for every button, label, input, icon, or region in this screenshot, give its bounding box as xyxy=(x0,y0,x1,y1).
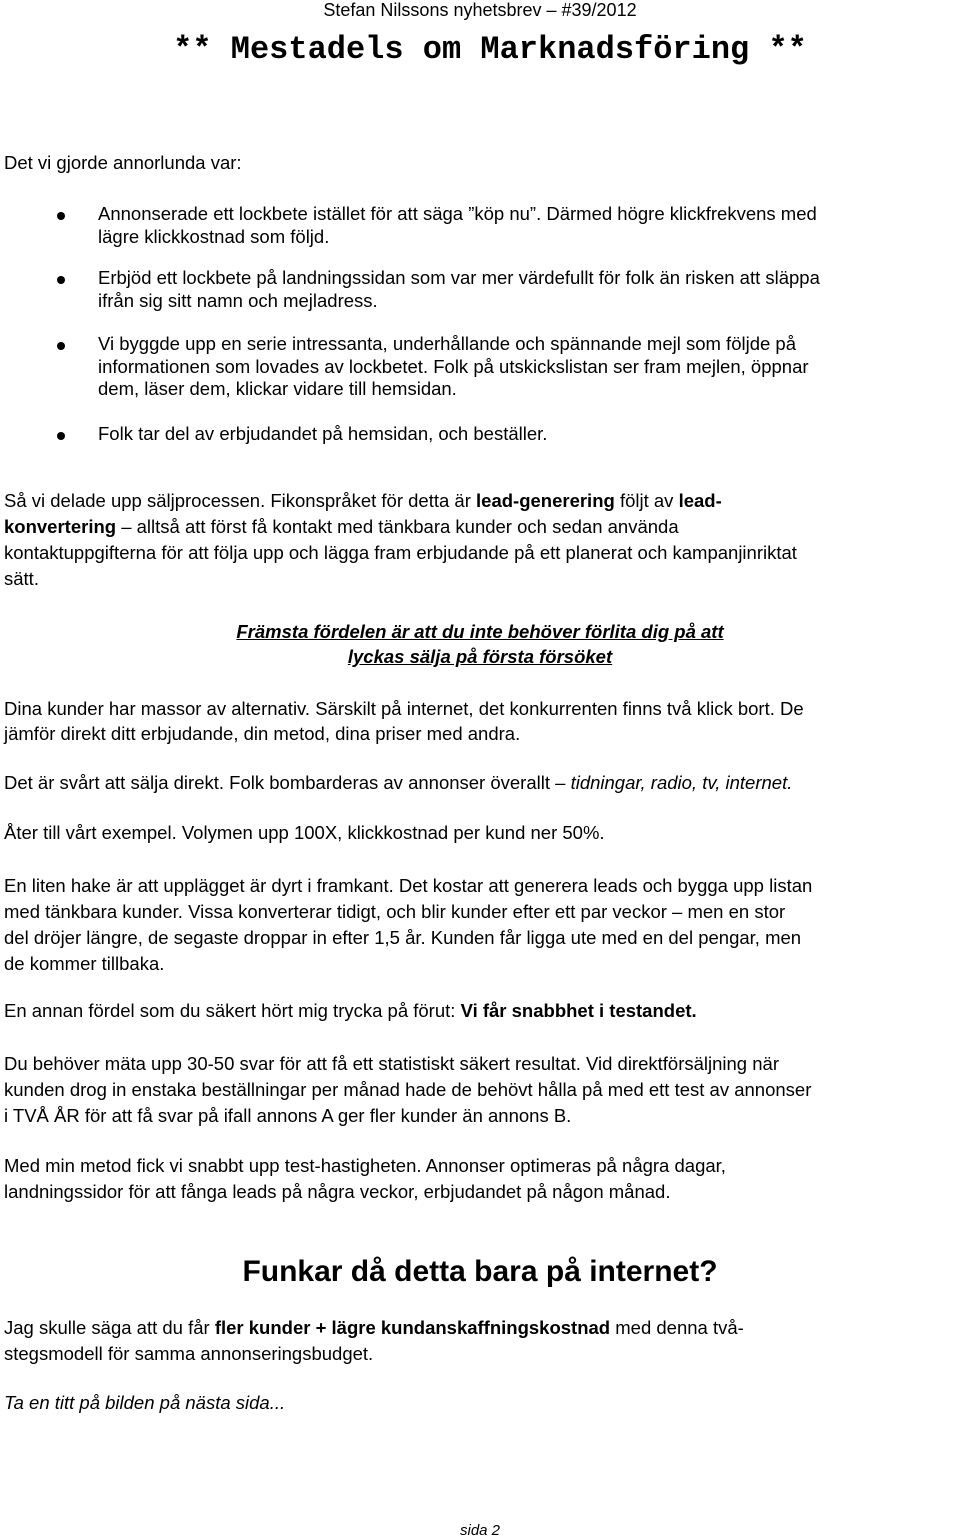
paragraph-speed xyxy=(4,998,956,1024)
newsletter-issue-line: Stefan Nilssons nyhetsbrev – #39/2012 xyxy=(323,0,637,20)
paragraph-split-line: kontaktuppgifterna för att följa upp och lägga fram erbjudande på ett planerat och kampanjinriktat xyxy=(4,542,797,563)
list-item-line: Erbjöd ett lockbete på landningssidan som var mer värdefullt för folk än risken att släppa xyxy=(98,267,820,288)
claim-highlight: fler kunder + lägre kundanskaffningskostnad xyxy=(214,1317,611,1338)
section-heading: Funkar då detta bara på internet? xyxy=(242,1255,718,1288)
paragraph-method-line: Med min metod fick vi snabbt upp test-hastigheten. Annonser optimeras på några dagar, xyxy=(4,1155,726,1176)
paragraph-example: Åter till vårt exempel. Volymen upp 100X, klickkostnad per kund ner 50%. xyxy=(4,822,605,843)
paragraph-method-line: landningssidor för att fånga leads på några veckor, erbjudandet på någon månad. xyxy=(4,1181,671,1202)
list-item-line: Vi byggde upp en serie intressanta, underhållande och spännande mejl som följde på xyxy=(98,333,796,354)
list-item-line: informationen som lovades av lockbetet. Folk på utskickslistan ser fram mejlen, öppnar xyxy=(98,355,809,377)
paragraph-next-page: Ta en titt på bilden på nästa sida... xyxy=(4,1392,286,1413)
text-run: med denna två- xyxy=(610,1317,744,1338)
paragraph-measure-line: Du behöver mäta upp 30-50 svar för att få ett statistiskt säkert resultat. Vid direktförsäljning när xyxy=(4,1053,779,1074)
text-run: Så vi delade upp säljprocessen. Fikonspråket för detta är xyxy=(4,490,477,511)
paragraph-catch-line: de kommer tillbaka. xyxy=(4,953,165,974)
bullet-dot-icon xyxy=(57,342,65,350)
term-konvertering: konvertering xyxy=(4,516,117,537)
paragraph-split-line xyxy=(4,488,956,514)
paragraph-catch-line: En liten hake är att upplägget är dyrt i framkant. Det kostar att generera leads och bygga upp listan xyxy=(4,875,813,896)
term-lead-prefix: lead- xyxy=(678,490,722,511)
intro-lead: Det vi gjorde annorlunda var: xyxy=(4,152,242,173)
paragraph-split-line: sätt. xyxy=(4,568,39,589)
page-number: sida 2 xyxy=(459,1522,501,1539)
list-item-line: Folk tar del av erbjudandet på hemsidan, och beställer. xyxy=(98,423,548,444)
paragraph-measure-line: i TVÅ ÅR för att få svar på ifall annons A ger fler kunder än annons B. xyxy=(4,1105,572,1126)
paragraph-alternatives-line: Dina kunder har massor av alternativ. Särskilt på internet, det konkurrenten finns två klick bort. De xyxy=(4,698,804,719)
paragraph-claim-line: stegsmodell för samma annonseringsbudget. xyxy=(4,1343,374,1364)
paragraph-split-line xyxy=(4,514,956,540)
paragraph-catch-line: del dröjer längre, de segaste droppar in efter 1,5 år. Kunden får ligga ute med en del pengar, men xyxy=(4,927,802,948)
text-run: – alltså att först få kontakt med tänkbara kunder och sedan använda xyxy=(116,516,679,537)
list-item-line: lägre klickkostnad som följd. xyxy=(98,225,330,247)
text-run: Det är svårt att sälja direkt. Folk bombarderas av annonser överallt – xyxy=(4,772,571,793)
term-lead-generering: lead-generering xyxy=(476,490,615,511)
paragraph-hard-sell xyxy=(4,770,956,796)
list-item-line: ifrån sig sitt namn och mejladress. xyxy=(98,289,378,311)
masthead-title: ** Mestadels om Marknadsföring ** xyxy=(173,31,807,68)
bullet-dot-icon xyxy=(57,212,65,220)
text-run: följt av xyxy=(614,490,679,511)
list-item-line: dem, läser dem, klickar vidare till hemsidan. xyxy=(98,378,457,399)
list-item-line: Annonserade ett lockbete istället för att säga ”köp nu”. Därmed högre klickfrekvens med xyxy=(98,203,817,224)
speed-highlight: Vi får snabbhet i testandet. xyxy=(460,1000,697,1021)
paragraph-catch-line: med tänkbara kunder. Vissa konverterar tidigt, och blir kunder efter ett par veckor – men en stor xyxy=(4,901,786,922)
callout-line: Främsta fördelen är att du inte behöver förlita dig på att xyxy=(236,621,724,642)
media-list: tidningar, radio, tv, internet. xyxy=(570,772,793,793)
paragraph-alternatives-line: jämför direkt ditt erbjudande, din metod, dina priser med andra. xyxy=(4,723,521,744)
bullet-dot-icon xyxy=(57,432,65,440)
paragraph-measure-line: kunden drog in enstaka beställningar per månad hade de behövt hålla på med ett test av annonser xyxy=(4,1079,812,1100)
callout-line: lyckas sälja på första försöket xyxy=(347,646,613,667)
text-run: Jag skulle säga att du får xyxy=(4,1317,215,1338)
bullet-dot-icon xyxy=(57,276,65,284)
paragraph-claim-line xyxy=(4,1315,956,1341)
text-run: En annan fördel som du säkert hört mig trycka på förut: xyxy=(4,1000,461,1021)
